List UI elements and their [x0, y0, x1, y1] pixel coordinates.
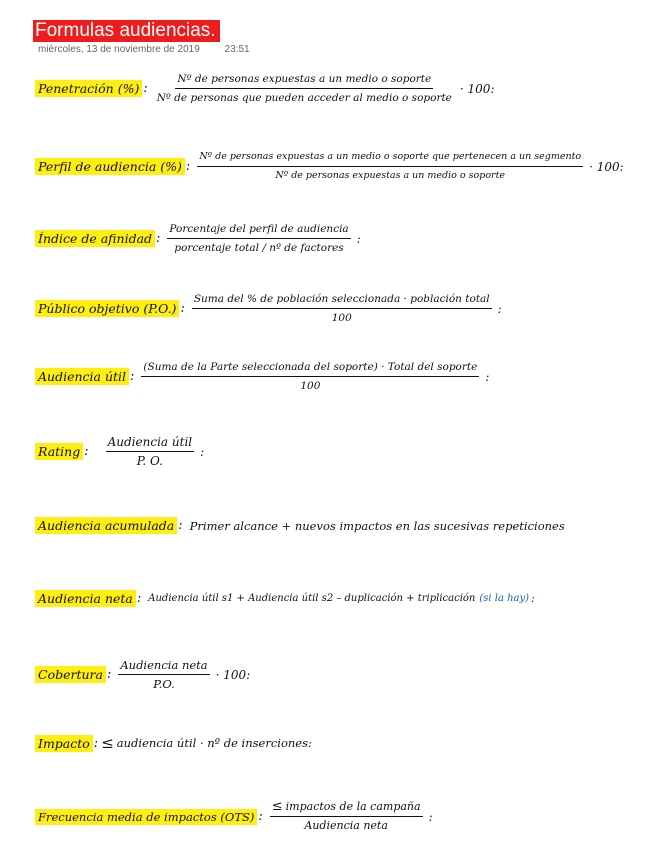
formula-afinidad — [35, 222, 361, 255]
page-title: Formulas audiencias. — [33, 20, 220, 42]
fraction — [197, 150, 583, 183]
fraction — [118, 658, 209, 691]
formula-label: Cobertura — [35, 666, 106, 683]
colon: : — [106, 667, 112, 682]
note-meta — [38, 44, 250, 55]
numerator — [270, 800, 423, 817]
denominator: P. O. — [136, 454, 163, 468]
colon: : — [185, 159, 191, 174]
formula-rating — [35, 435, 204, 468]
colon: : — [84, 444, 89, 459]
formula-frecuencia-media — [35, 800, 433, 833]
formula-label: Penetración (%) — [35, 80, 142, 97]
formula-label: Impacto — [35, 735, 93, 752]
colon: : — [180, 301, 185, 316]
formula-impacto — [35, 734, 312, 752]
colon: : — [136, 591, 142, 606]
colon: : — [178, 518, 183, 533]
numerator: (Suma de la Parte seleccionada del soporte) · Total del soporte — [141, 360, 479, 377]
numerator: Nº de personas expuestas a un medio o soporte — [175, 72, 433, 89]
denominator: Nº de personas expuestas a un medio o soporte — [275, 170, 506, 181]
formula-text: Primer alcance + nuevos impactos en las sucesivas repeticiones — [189, 518, 565, 533]
formula-publico-objetivo — [35, 292, 502, 325]
formula-label: Perfil de audiencia (%) — [35, 158, 185, 175]
formula-text: Audiencia útil s1 + Audiencia útil s2 – duplicación + triplicación — [148, 593, 476, 604]
denominator: P.O. — [153, 677, 175, 691]
formula-audiencia-util — [35, 360, 489, 393]
formula-tail: : — [485, 369, 490, 384]
formula-tail: : — [428, 809, 433, 824]
formula-label: Frecuencia media de impactos (OTS) — [35, 809, 257, 825]
sum-symbol: ≤ — [271, 799, 283, 814]
fraction — [141, 360, 479, 393]
numerator: Porcentaje del perfil de audiencia — [167, 222, 350, 239]
denominator: Audiencia neta — [304, 819, 388, 832]
denominator: 100 — [300, 380, 321, 392]
numerator: Nº de personas expuestas a un medio o soporte que pertenecen a un segmento — [197, 150, 583, 167]
formula-tail: · 100: — [589, 159, 624, 174]
numerator: Audiencia neta — [118, 658, 209, 675]
formula-audiencia-neta — [35, 590, 535, 607]
formula-penetracion — [35, 72, 494, 105]
formula-label: Audiencia neta — [35, 590, 136, 607]
formula-label: Público objetivo (P.O.) — [35, 300, 179, 317]
formula-audiencia-acumulada — [35, 517, 565, 534]
formula-tail: · 100: — [459, 81, 495, 96]
formula-label: Audiencia acumulada — [35, 517, 177, 534]
denominator: 100 — [331, 312, 352, 324]
formula-tail: · 100: — [215, 667, 251, 682]
colon: : — [130, 369, 135, 384]
formula-cobertura — [35, 658, 250, 691]
denominator: porcentaje total / nº de factores — [174, 242, 344, 254]
formula-text: audiencia útil · nº de inserciones: — [116, 736, 312, 750]
formula-tail: : — [200, 444, 205, 459]
colon: : — [156, 231, 161, 246]
numerator: Audiencia útil — [106, 435, 195, 452]
formula-tail: : — [497, 301, 502, 316]
numerator: Suma del % de población seleccionada · población total — [192, 292, 492, 309]
formula-label: Índice de afinidad — [35, 230, 155, 247]
fraction — [192, 292, 492, 325]
formula-label: Rating — [35, 443, 83, 460]
colon: : — [93, 735, 99, 751]
colon: : — [258, 809, 263, 824]
fraction — [106, 435, 195, 468]
formula-perfil — [35, 150, 624, 183]
formula-note: (si la hay) — [479, 593, 530, 604]
formula-tail: : — [356, 231, 361, 246]
fraction — [167, 222, 350, 255]
note-time: 23:51 — [224, 44, 250, 55]
colon: : — [143, 81, 148, 96]
denominator: Nº de personas que pueden acceder al medio o soporte — [156, 92, 452, 104]
note-date: miércoles, 13 de noviembre de 2019 — [38, 44, 200, 55]
sum-symbol: ≤ — [101, 734, 114, 752]
fraction — [155, 72, 454, 105]
fraction — [270, 800, 423, 833]
formula-label: Audiencia útil — [35, 368, 129, 385]
formula-tail: : — [531, 592, 535, 605]
numerator-text: impactos de la campaña — [285, 800, 421, 813]
